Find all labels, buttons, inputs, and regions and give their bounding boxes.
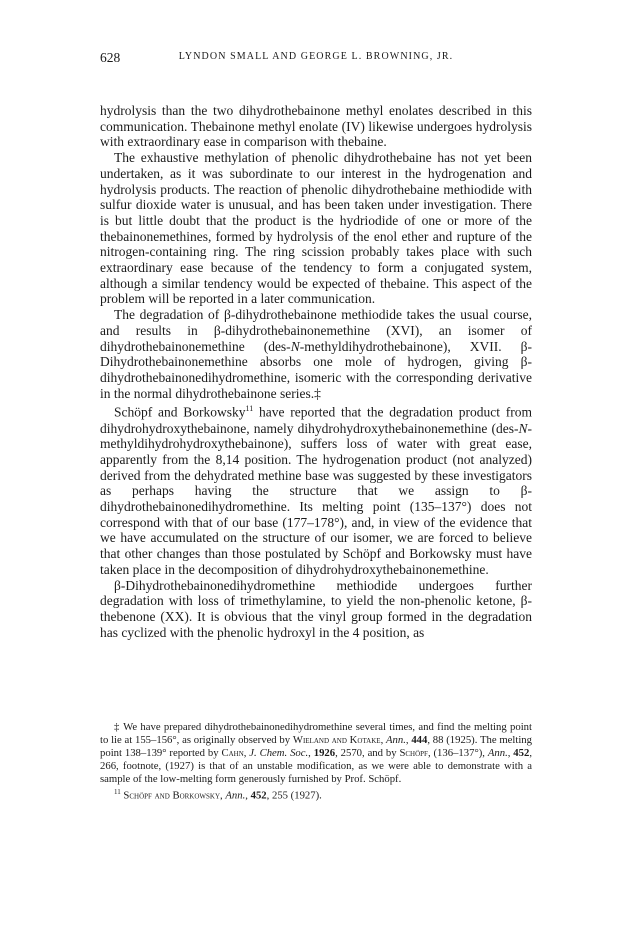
footnote-1-text-g: , 2570, and by <box>335 747 400 760</box>
footnote-11-text-a: , <box>220 790 226 803</box>
footnote-1-volume-3: 452 <box>513 747 530 760</box>
footnote-1-text-b: , <box>380 734 386 747</box>
footnote-1-journal-2: J. Chem. Soc. <box>249 747 309 760</box>
paragraph-2: The exhaustive methylation of phenolic dihydrothebaine has not yet been undertaken, as it was subordinate to our interest in the hydrogenation and hydrolysis products. The reaction of phenolic dihydrothebaine methiodide with sulfur dioxide water is unusual, and has been taken under investigation. There is but little doubt that the product is the hydriodide of one or more of the thebainonemethines, formed by hydrolysis of the enol ether and rupture of the nitrogen-containing ring. The ring scission probably takes place with such extraordinary ease because of the tendency to form a conjugated system, although a similar tendency would be expected of thebaine. This aspect of the problem will be reported in a later communication. <box>100 150 532 307</box>
footnote-1-volume-2: 1926 <box>313 747 336 760</box>
footnote-1-text-i: , <box>507 747 514 760</box>
paragraph-4-text-a: Schöpf and Borkowsky <box>114 404 246 420</box>
footnote-1-volume-1: 444 <box>411 734 428 747</box>
footnote-11-marker: 11 <box>114 788 121 797</box>
paragraph-3-text-b: -methyldihydrothebainone), XVII. β-Dihydrothebainonemethine absorbs one mole of hydrogen, giving β-dihydrothebainonedihydromethine, isomeric with the corresponding derivative in the normal dihydrothebainone series.‡ <box>100 338 532 401</box>
paragraph-4-italic-n: N <box>518 420 528 436</box>
footnote-1-journal-3: Ann. <box>487 747 508 760</box>
footnote-11-volume: 452 <box>250 790 267 803</box>
body-text <box>100 103 532 640</box>
footnote-1-author-1: Wieland and Kotake <box>292 734 381 747</box>
paragraph-3-text-a: The degradation of β-dihydrothebainone methiodide takes the usual course, and results in β-dihydrothebainonemethine (XVI), an isomer of dihydrothebainonemethine (des- <box>100 307 532 354</box>
footnotes <box>100 721 532 803</box>
footnote-11-authors: Schöpf and Borkowsky <box>120 790 221 803</box>
footnote-11-journal: Ann. <box>225 790 246 803</box>
footnote-1-text-j: , 266, footnote, (1927) is that of an unstable modification, as we were able to demonstrate with a sample of the low-melting form generously furnished by Prof. Schöpf. <box>100 747 532 786</box>
footnote-1-author-2: Cahn <box>221 747 244 760</box>
paragraph-4 <box>100 401 532 577</box>
footnote-1-text-d: , 88 (1925). The melting point 138–139° reported by <box>100 734 532 760</box>
paragraph-4-text-c: -methyldihydrohydroxythebainone), suffers loss of water with great ease, apparently from the 8,14 position. The hydrogenation product (not analyzed) derived from the dehydrated methine base was suggested by these investigators as perhaps having the structure that we assign to β-dihydrothebainonedihydromethine. Its melting point (135–137°) does not correspond with that of our base (177–178°), and, in view of the evidence that we have accumulated on the structure of our isomer, we are forced to believe that other changes than those postulated by Schöpf and Borkowsky must have taken place in the decomposition of dihydrohydroxythebainonemethine. <box>100 420 532 577</box>
footnote-1-text-h: , (136–137°), <box>427 747 488 760</box>
footnote-11 <box>100 786 532 803</box>
footnote-1-journal-1: Ann. <box>386 734 406 747</box>
paragraph-1: hydrolysis than the two dihydrothebainone methyl enolates described in this communication. Thebainone methyl enolate (IV) likewise undergoes hydrolysis with extraordinary ease in comparison with thebaine. <box>100 103 532 150</box>
page-header <box>100 50 532 68</box>
paragraph-3 <box>100 307 532 401</box>
footnote-1-text-e: , <box>243 747 250 760</box>
paragraph-4-text-b: have reported that the degradation product from dihydrohydroxythebainone, namely dihydrohydroxythebainonemethine (des- <box>100 404 532 436</box>
page-number: 628 <box>100 50 121 65</box>
footnote-1-author-3: Schöpf <box>399 747 428 760</box>
footnote-1-text-a: ‡ We have prepared dihydrothebainonedihydromethine several times, and find the melting point to lie at 155–156°, as originally observed by <box>100 721 532 747</box>
paragraph-5: β-Dihydrothebainonedihydromethine methiodide undergoes further degradation with loss of trimethylamine, to yield the non-phenolic ketone, β-thebenone (XX). It is obvious that the vinyl group formed in the degradation has cyclized with the phenolic hydroxyl in the 4 position, as <box>100 577 532 640</box>
footnote-1-text-c: , <box>405 734 412 747</box>
footnote-ref-11: 11 <box>245 404 254 414</box>
footnote-1-text-f: , <box>308 747 314 760</box>
footnote-dagger <box>100 721 532 786</box>
footnote-11-text-c: , 255 (1927). <box>266 790 322 803</box>
paragraph-3-italic-n: N <box>290 338 300 354</box>
running-head: LYNDON SMALL AND GEORGE L. BROWNING, JR. <box>178 51 454 62</box>
footnote-11-text-b: , <box>245 790 251 803</box>
